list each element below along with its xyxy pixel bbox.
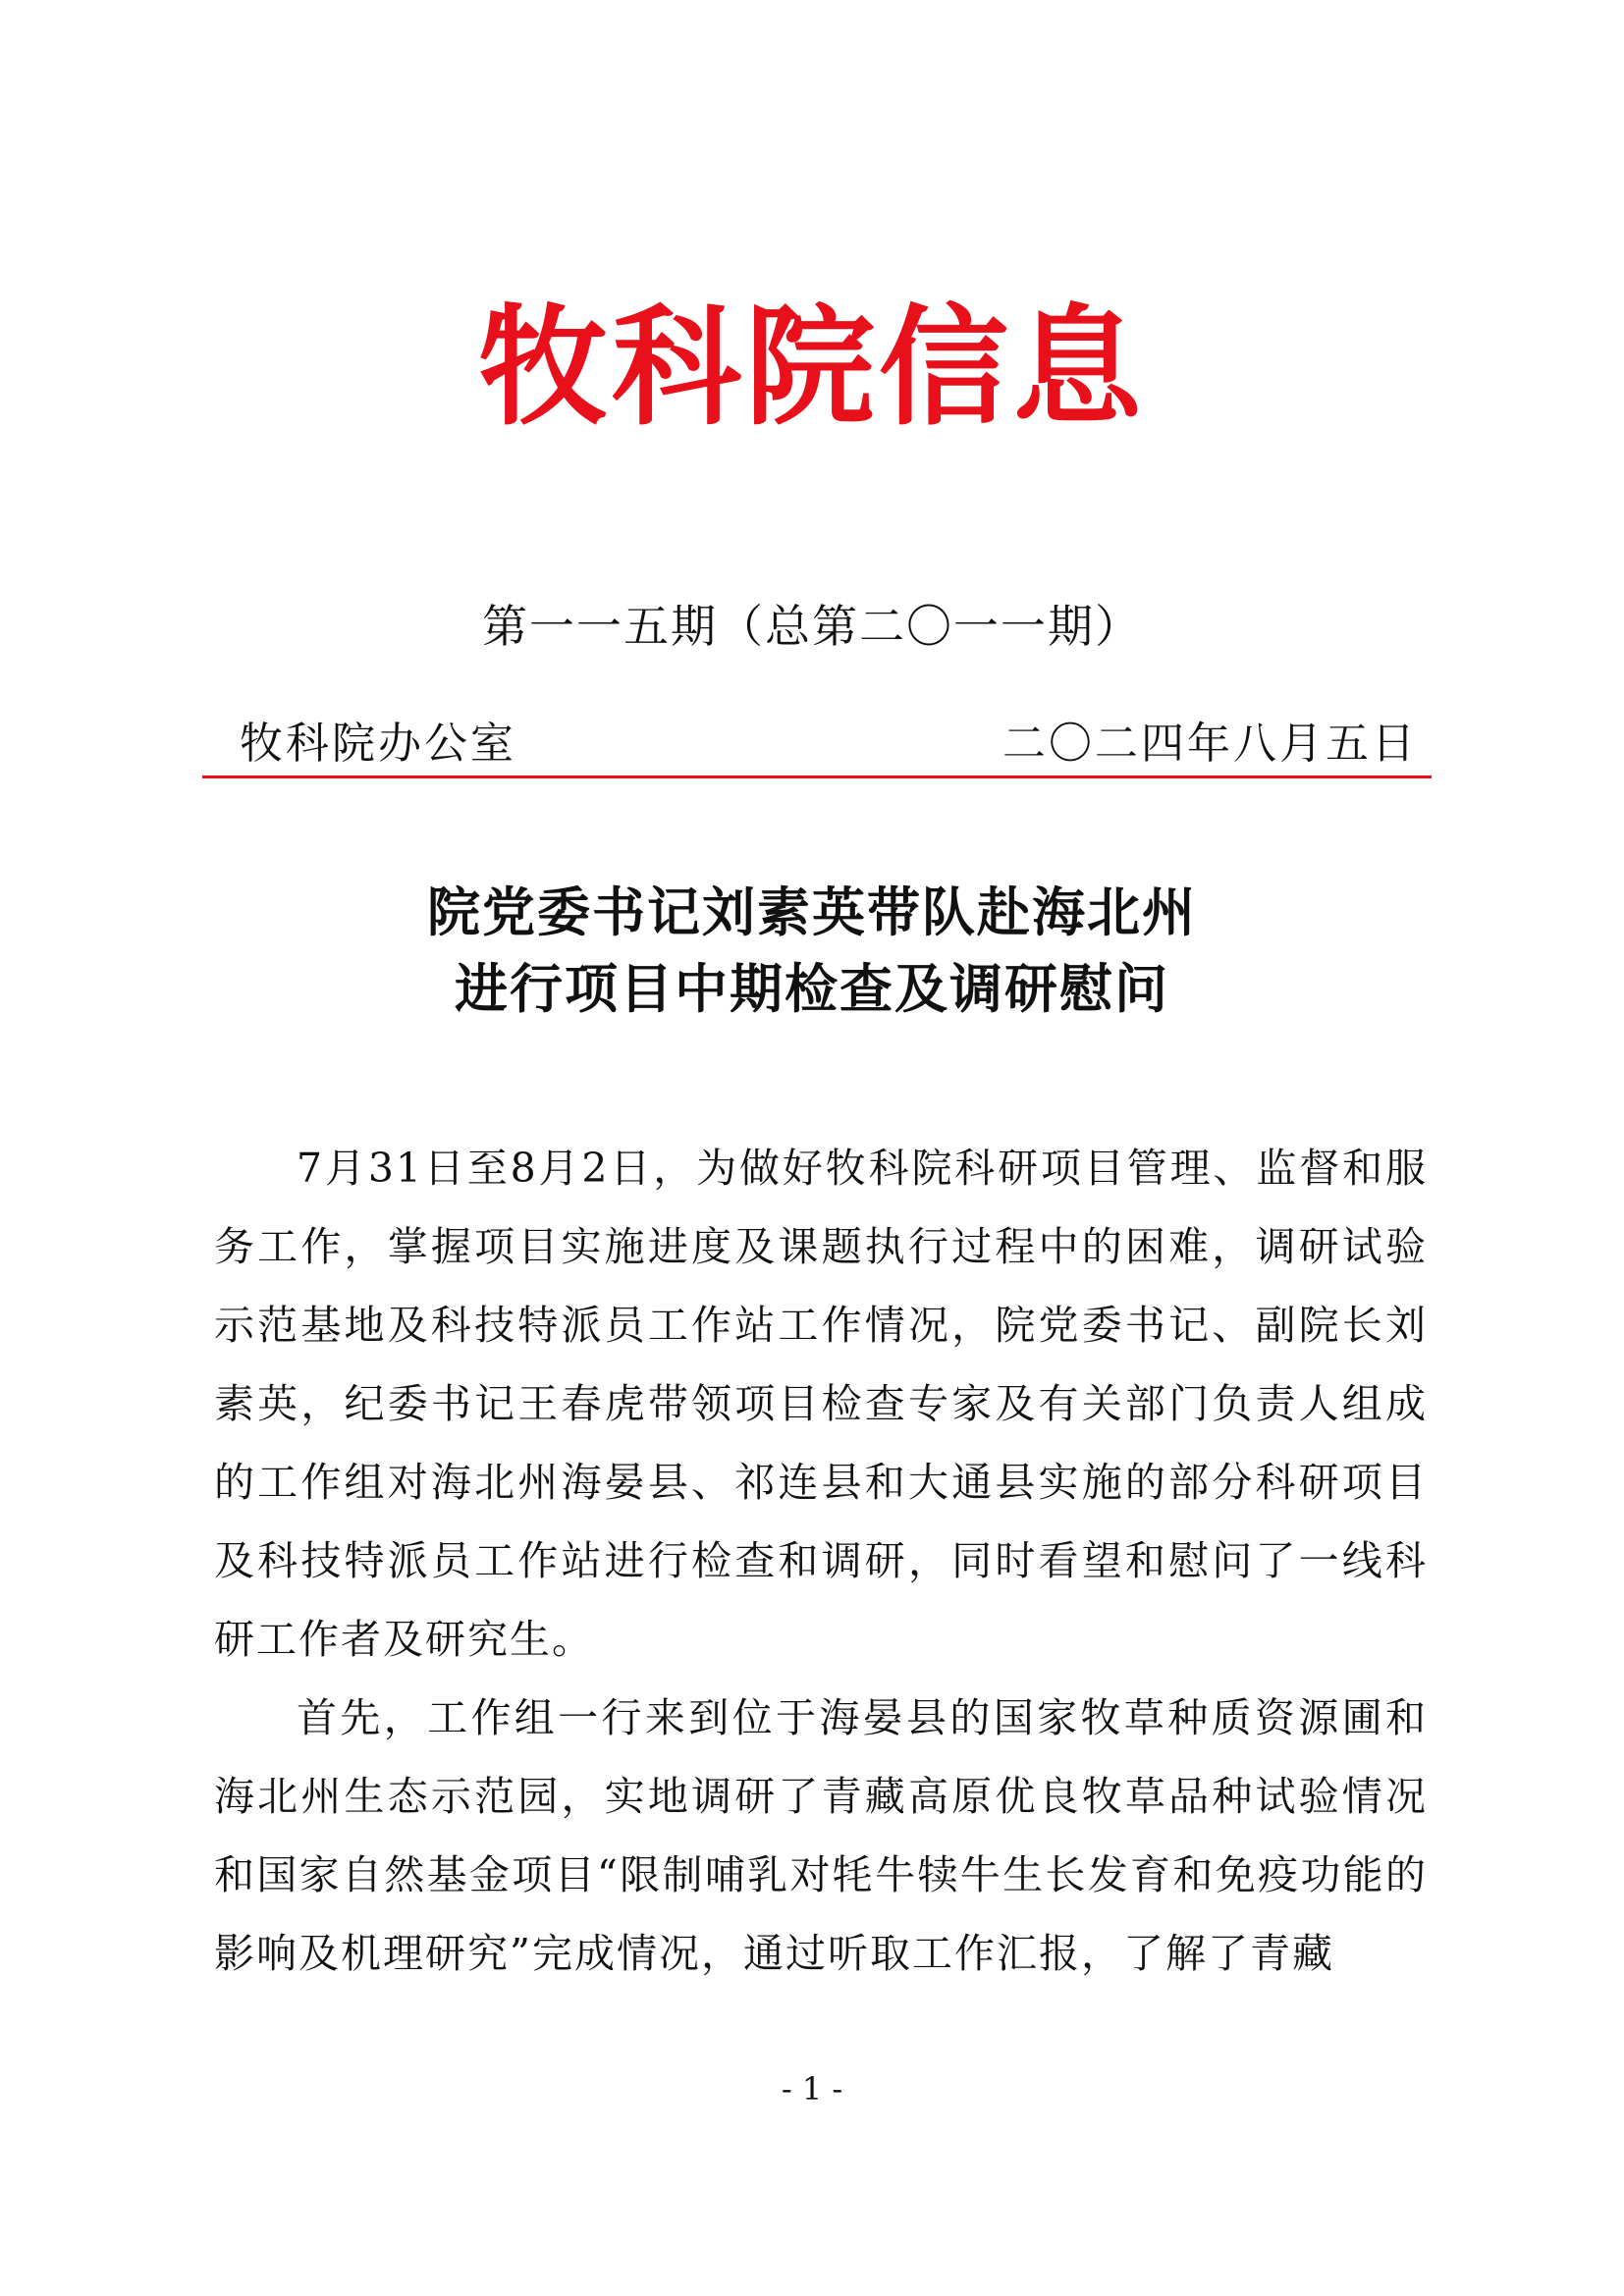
office-name: 牧科院办公室 xyxy=(240,719,516,769)
paragraph-2: 首先，工作组一行来到位于海晏县的国家牧草种质资源圃和海北州生态示范园，实地调研了青藏高原优良牧草品种试验情况和国家自然基金项目“限制哺乳对牦牛犊牛生长发育和免疫功能的影响及机理研究”完成情况，通过听取工作汇报，了解了青藏 xyxy=(214,1694,1428,1977)
article-title-line-2: 进行项目中期检查及调研慰问 xyxy=(455,957,1169,1020)
page-number: - 1 - xyxy=(781,2070,843,2108)
issue-number: 第一一五期（总第二〇一一期） xyxy=(482,600,1142,653)
publish-date: 二〇二四年八月五日 xyxy=(1002,719,1418,769)
article-title-line-1: 院党委书记刘素英带队赴海北州 xyxy=(427,881,1197,943)
office-date-row xyxy=(202,713,1432,775)
paragraph-1: 7月31日至8月2日，为做好牧科院科研项目管理、监督和服务工作，掌握项目实施进度及课题执行过程中的困难，调研试验示范基地及科技特派员工作站工作情况，院党委书记、副院长刘素英，纪委书记王春虎带领项目检查专家及有关部门负责人组成的工作组对海北州海晏县、祁连县和大通县实施的部分科研项目及科技特派员工作站进行检查和调研，同时看望和慰问了一线科研工作者及研究生。 xyxy=(214,1145,1428,1663)
masthead-title: 牧科院信息 xyxy=(478,293,1146,444)
red-divider-line xyxy=(202,775,1432,778)
article-body xyxy=(214,1129,1428,1993)
article-title xyxy=(0,874,1624,1027)
